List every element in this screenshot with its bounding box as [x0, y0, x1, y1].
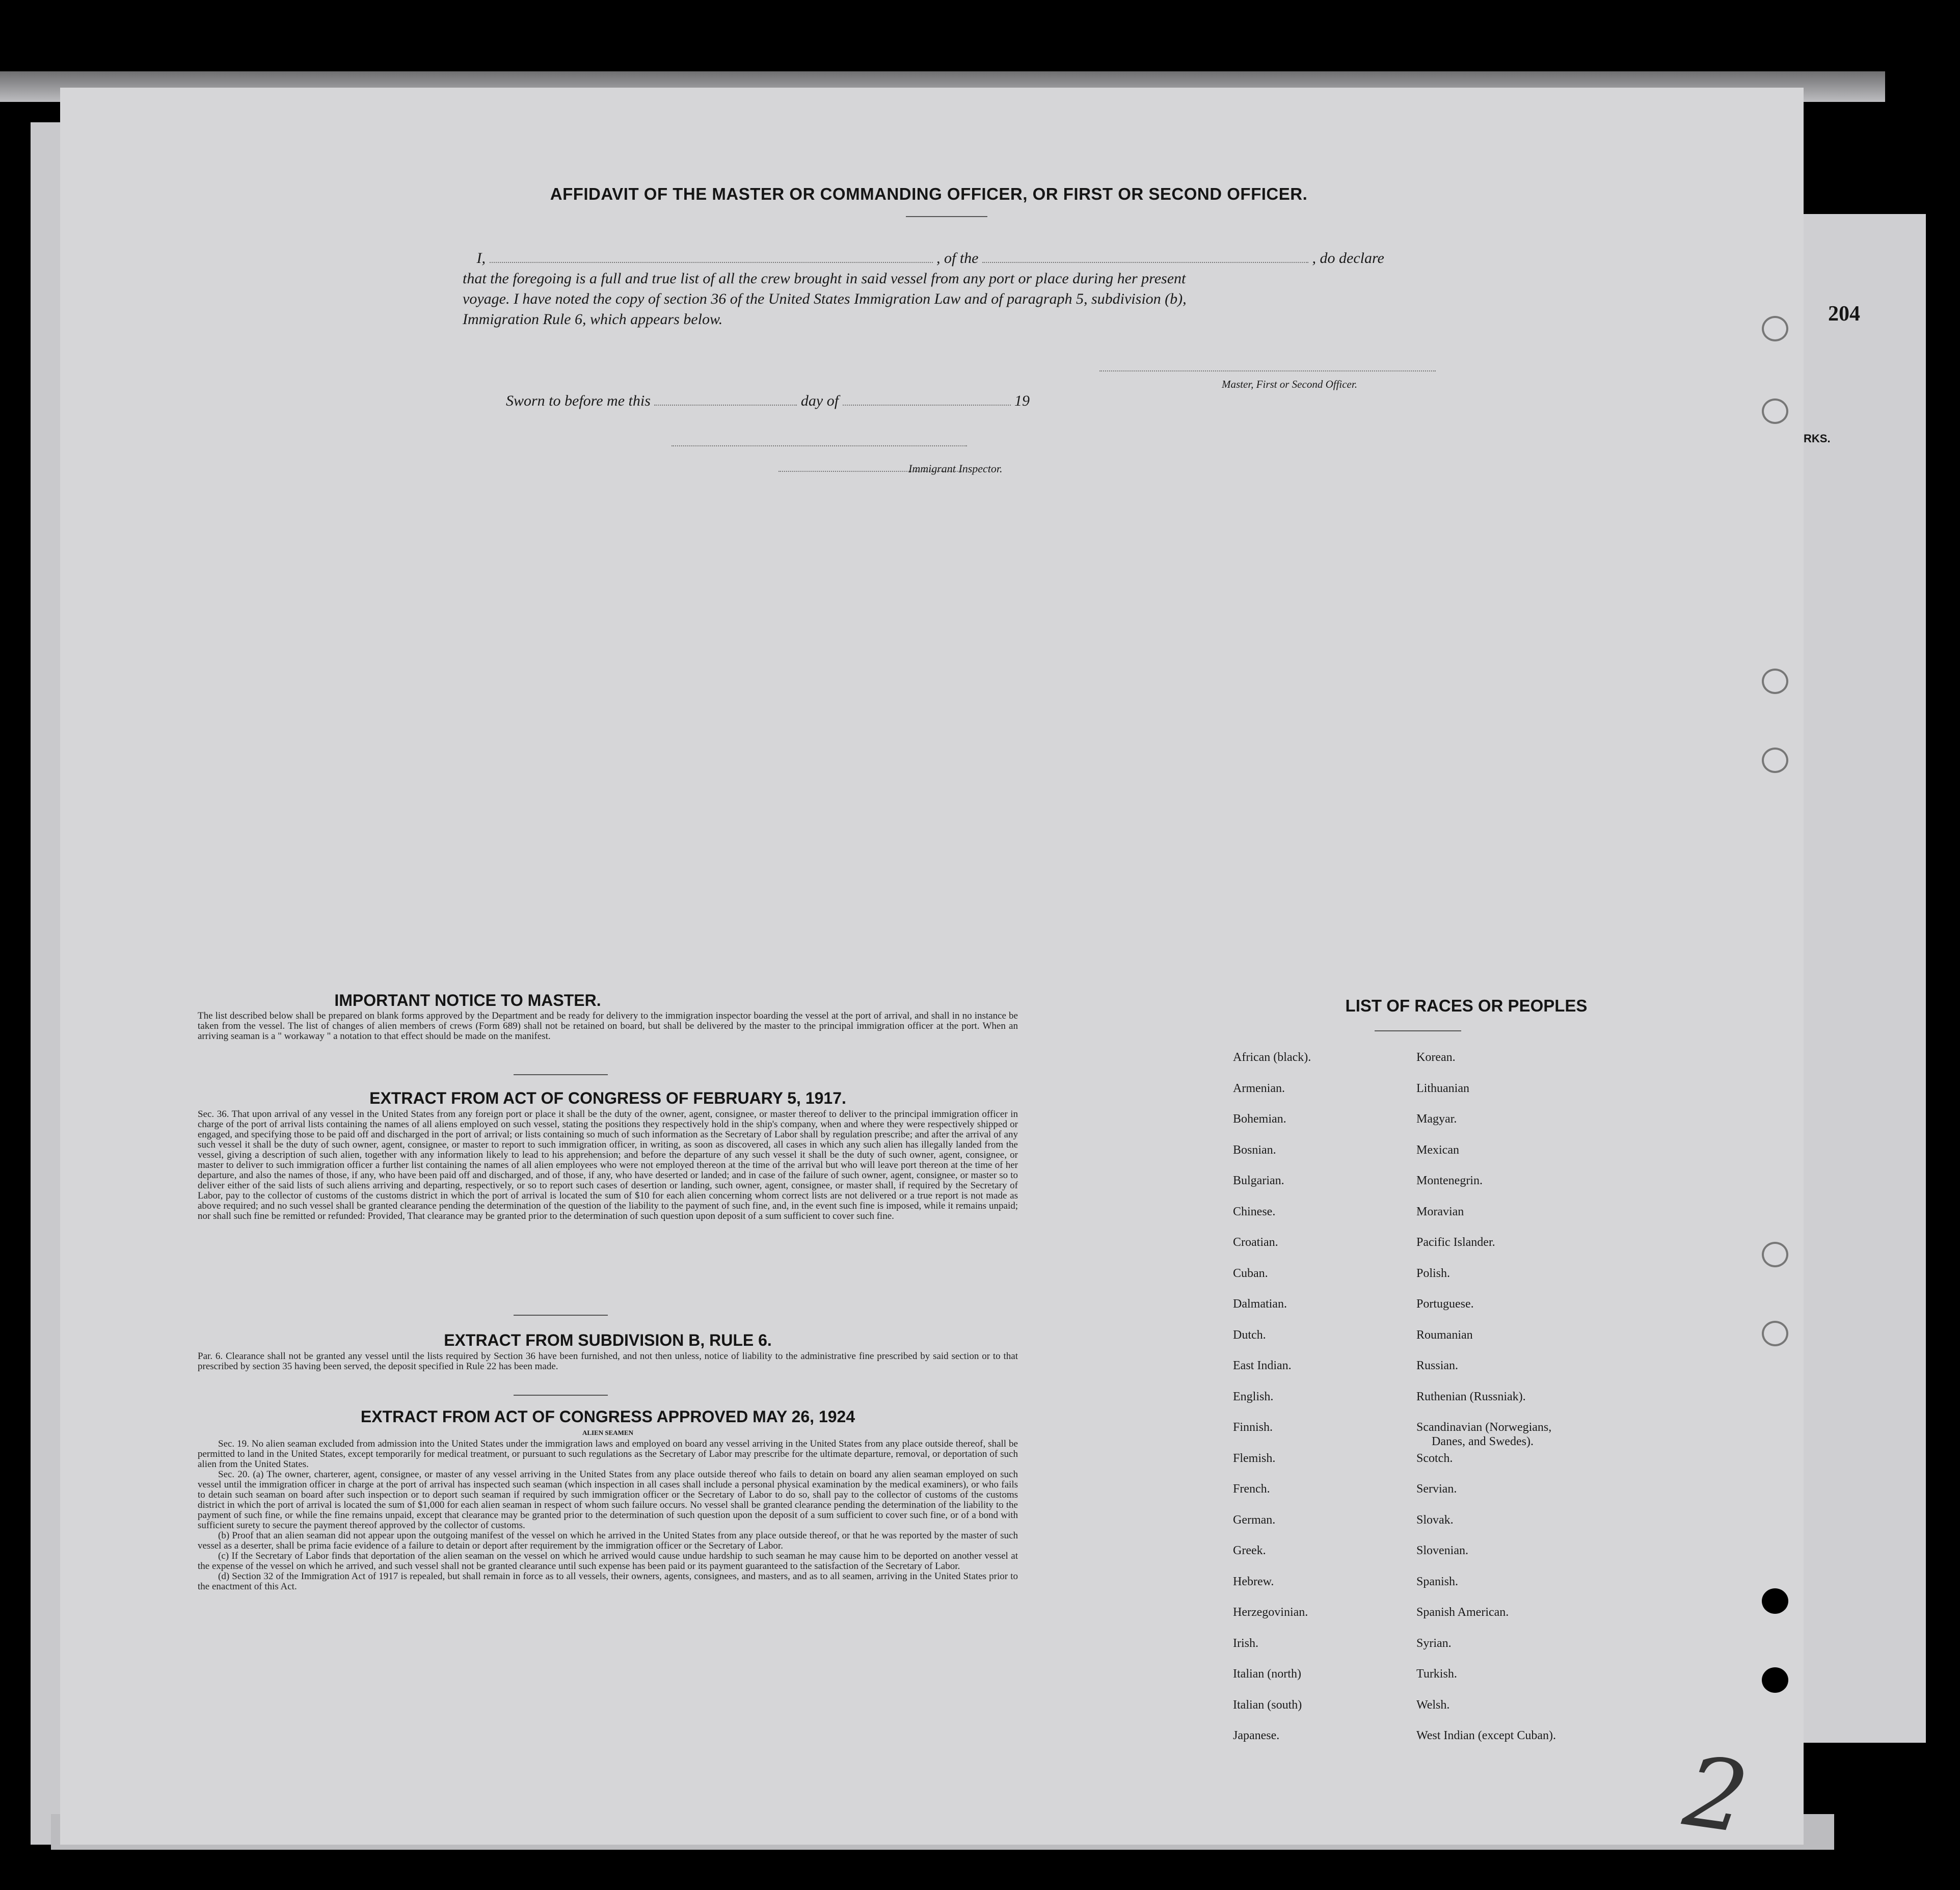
race-item: Spanish.: [1416, 1575, 1459, 1588]
inspector-label: Immigrant Inspector.: [908, 462, 1003, 475]
binder-hole: [1762, 398, 1788, 424]
page-number: 204: [1828, 302, 1860, 326]
binder-hole: [1762, 316, 1788, 341]
race-item: English.: [1233, 1390, 1274, 1403]
signature-label: Master, First or Second Officer.: [1222, 378, 1357, 390]
race-item: East Indian.: [1233, 1359, 1292, 1372]
manifest-page: [60, 88, 1804, 1855]
notice-divider: [514, 1074, 608, 1075]
name-blank[interactable]: [490, 262, 933, 263]
race-item: Bulgarian.: [1233, 1174, 1284, 1187]
subdivision-b-divider: [514, 1395, 608, 1396]
subdivision-b-title: EXTRACT FROM SUBDIVISION B, RULE 6.: [444, 1331, 772, 1349]
race-item: Portuguese.: [1416, 1297, 1474, 1311]
race-item: Ruthenian (Russniak).: [1416, 1390, 1526, 1403]
binder-hole-punched: [1762, 1667, 1788, 1693]
races-left-column: [1233, 1051, 1311, 1760]
races-divider: [1375, 1030, 1461, 1031]
race-item: Japanese.: [1233, 1729, 1280, 1742]
race-item: Cuban.: [1233, 1266, 1268, 1280]
affidavit-line-2: that the foregoing is a full and true list of all the crew brought in said vessel from any port or place during her present: [463, 270, 1186, 287]
race-item: [1416, 1421, 1556, 1452]
affidavit-line-3: voyage. I have noted the copy of section 36 of the United States Immigration Law and of paragraph 5, subdivision (b),: [463, 290, 1187, 307]
sec-19-paragraph: Sec. 19. No alien seaman excluded from admission into the United States under the immigration laws and employed on board any vessel arriving in the United States from any place outside thereof, shall be permitted to land in the United States, except temporarily for medical treatment, or pursuant to such regulations as the Secretary of Labor may prescribe for the ultimate departure, removal, or deportation of such alien from the United States.: [198, 1439, 1018, 1470]
affidavit-title: AFFIDAVIT OF THE MASTER OR COMMANDING OFFICER, OR FIRST OR SECOND OFFICER.: [550, 184, 1308, 203]
sworn-day-of: day of: [800, 392, 839, 409]
race-item: Irish.: [1233, 1636, 1258, 1650]
race-item: Magyar.: [1416, 1112, 1457, 1126]
sworn-line: [506, 392, 1030, 410]
binder-hole: [1762, 748, 1788, 773]
affidavit-declare: , do declare: [1312, 250, 1384, 267]
binder-hole-punched: [1762, 1588, 1788, 1614]
race-item: Montenegrin.: [1416, 1174, 1483, 1187]
sec-20a-paragraph: Sec. 20. (a) The owner, charterer, agent, consignee, or master of any vessel arriving in the United States from any place outside thereof who fails to detain on board any alien seaman employed on such vessel until the immigration officer in charge at the port of arrival has inspected such seaman (which inspection in all cases shall include a personal physical examination by the medical examiners), or who fails to detain such seaman on board after such inspection or to deport such seaman if required by such immigration officer or the Secretary of Labor to do so, shall pay to the collector of customs of the customs district in which the port of arrival is located the sum of $1,000 for each alien seaman in respect of whom such failure occurs. No vessel shall be granted clearance pending the determination of the liability to the payment of such fine, or while the fine remains unpaid, except that clearance may be granted prior to the determination of such question upon the deposit of a sum sufficient to cover such fine, or of a bond with sufficient surety to secure the payment thereof approved by the collector of customs.: [198, 1469, 1018, 1531]
handwritten-page-mark: 2: [1678, 1735, 1755, 1855]
race-item: Italian (north): [1233, 1667, 1301, 1681]
subdivision-b-text: Par. 6. Clearance shall not be granted any vessel until the lists required by Section 36 have been furnished, and not then unless, notice of liability to the administrative fine prescribed by said section or to that prescribed by section 35 having been served, the deposit specified in Rule 22 has been made.: [198, 1351, 1018, 1372]
race-item: Finnish.: [1233, 1421, 1273, 1434]
race-item: Lithuanian: [1416, 1081, 1469, 1095]
races-right-column: [1416, 1051, 1556, 1760]
race-item: Russian.: [1416, 1359, 1459, 1372]
affidavit-i: I,: [476, 250, 486, 267]
race-item: Welsh.: [1416, 1698, 1450, 1712]
race-item: Italian (south): [1233, 1698, 1302, 1712]
binder-hole: [1762, 669, 1788, 694]
affidavit-body: [463, 248, 1507, 330]
sec-20c-paragraph: (c) If the Secretary of Labor finds that deportation of the alien seaman on the vessel on which he arrived would cause undue hardship to such seaman he may cause him to be deported on another vessel at the expense of the vessel on which he arrived, and such vessel shall not be granted clearance until such expense has been paid or its payment guaranteed to the satisfaction of the Secretary of Labor.: [198, 1551, 1018, 1572]
affidavit-of-the: , of the: [936, 250, 979, 267]
race-item: Roumanian: [1416, 1328, 1473, 1342]
sworn-year: 19: [1014, 392, 1030, 409]
race-item: Bohemian.: [1233, 1112, 1286, 1126]
binder-hole: [1762, 1242, 1788, 1267]
sworn-text: Sworn to before me this: [506, 392, 651, 409]
race-item: Hebrew.: [1233, 1575, 1274, 1588]
binder-hole: [1762, 1321, 1788, 1346]
race-item: French.: [1233, 1482, 1270, 1496]
race-item: Herzegovinian.: [1233, 1606, 1308, 1619]
column-header-fragment: RKS.: [1804, 432, 1831, 445]
race-item: Servian.: [1416, 1482, 1457, 1496]
sworn-day-blank[interactable]: [654, 405, 797, 406]
vessel-blank[interactable]: [982, 262, 1308, 263]
race-item: Armenian.: [1233, 1081, 1285, 1095]
extract-1917-divider: [514, 1315, 608, 1316]
races-title: LIST OF RACES OR PEOPLES: [1345, 996, 1588, 1015]
race-item: Dutch.: [1233, 1328, 1266, 1342]
race-item: African (black).: [1233, 1051, 1311, 1064]
race-item: Moravian: [1416, 1205, 1464, 1218]
race-item: Dalmatian.: [1233, 1297, 1287, 1311]
extract-1917-title: EXTRACT FROM ACT OF CONGRESS OF FEBRUARY 5, 1917.: [369, 1089, 846, 1107]
inspector-line-upper[interactable]: [672, 445, 967, 446]
race-item-scandinavian-cont: Danes, and Swedes).: [1432, 1435, 1534, 1448]
race-item: Turkish.: [1416, 1667, 1457, 1681]
race-item: Mexican: [1416, 1143, 1459, 1157]
extract-1924-subtitle: ALIEN SEAMEN: [582, 1429, 634, 1436]
signature-line[interactable]: [1099, 370, 1436, 371]
race-item: Spanish American.: [1416, 1606, 1509, 1619]
sec-20b-paragraph: (b) Proof that an alien seaman did not appear upon the outgoing manifest of the vessel on which he arrived in the United States from any place outside thereof, or that he was reported by the master of such vessel as a deserter, shall be prima facie evidence of a failure to detain or deport after requirement by the immigration officer or the Secretary of Labor.: [198, 1530, 1018, 1551]
extract-1917-text: Sec. 36. That upon arrival of any vessel in the United States from any foreign port or place it shall be the duty of the owner, agent, consignee, or master thereof to deliver to the principal immigration officer in charge of the port of arrival lists containing the names of all aliens employed on such vessel, stating the positions they respectively hold in the ship's company, when and where they were respectively shipped or engaged, and specifying those to be paid off and discharged in the port of arrival; or lists containing so much of such information as the Secretary of Labor shall by regulation prescribe; and after the arrival of any such vessel it shall be the duty of such owner, agent, consignee, or master to report to such immigration officer, in writing, as soon as discovered, all cases in which any such alien has illegally landed from the vessel, giving a description of such alien, together with any information likely to lead to his apprehension; and before the departure of any such vessel it shall be the duty of such owner, agent, consignee, or master to deliver to such immigration officer a further list containing the names of all alien employees who were not employed thereon at the time of the arrival but who will leave port thereon at the time of her departure, and also the names of those, if any, who have been paid off and discharged, and of those, if any, who have deserted or landed; and in case of the failure of such owner, agent, consignee, or master so to deliver either of the said lists of such aliens arriving and departing, respectively, or so to report such cases of desertion or landing, such owner, agent, consignee, or master shall, if required by the Secretary of Labor, pay to the collector of customs of the customs district in which the port of arrival is located the sum of $10 for each alien concerning whom correct lists are not delivered or a true report is not made as above required; and no such vessel shall be granted clearance pending the determination of the question of the liability to the payment of such fine, and, in the event such fine is imposed, while it remains unpaid; nor shall such fine be remitted or refunded: Provided, That clearance may be granted prior to the determination of such question upon deposit of a sum sufficient to cover such fine.: [198, 1109, 1018, 1221]
race-item: Croatian.: [1233, 1236, 1278, 1249]
affidavit-line-4: Immigration Rule 6, which appears below.: [463, 311, 723, 328]
race-item: Korean.: [1416, 1051, 1456, 1064]
race-item: Pacific Islander.: [1416, 1236, 1495, 1249]
sec-20d-paragraph: (d) Section 32 of the Immigration Act of 1917 is repealed, but shall remain in force as to all vessels, their owners, agents, consignees, and masters, and as to all seamen, arriving in the United States prior to the enactment of this Act.: [198, 1571, 1018, 1592]
race-item: Bosnian.: [1233, 1143, 1276, 1157]
race-item: Greek.: [1233, 1544, 1266, 1557]
notice-text: The list described below shall be prepared on blank forms approved by the Department and be ready for delivery to the immigration inspector boarding the vessel at the port of arrival, and shall in no instance be taken from the vessel. The list of changes of alien members of crews (Form 689) shall not be retained on board, but shall be delivered by the master to the principal immigration officer at the port. When an arriving seaman is a " workaway " a notation to that effect should be made on the manifest.: [198, 1010, 1018, 1042]
race-item: Polish.: [1416, 1266, 1451, 1280]
race-item: German.: [1233, 1513, 1276, 1527]
extract-1924-title: EXTRACT FROM ACT OF CONGRESS APPROVED MAY 26, 1924: [360, 1407, 855, 1426]
extract-1924-text: [198, 1439, 1018, 1592]
race-item: Slovenian.: [1416, 1544, 1468, 1557]
race-item: Scotch.: [1416, 1451, 1453, 1465]
sworn-month-blank[interactable]: [843, 405, 1011, 406]
race-item: Chinese.: [1233, 1205, 1276, 1218]
race-item: Flemish.: [1233, 1451, 1276, 1465]
race-item: Slovak.: [1416, 1513, 1454, 1527]
title-divider: [906, 216, 987, 217]
race-item: Syrian.: [1416, 1636, 1452, 1650]
race-item: West Indian (except Cuban).: [1416, 1729, 1556, 1742]
notice-title: IMPORTANT NOTICE TO MASTER.: [334, 991, 601, 1009]
race-item-scandinavian: Scandinavian (Norwegians,: [1416, 1421, 1552, 1434]
